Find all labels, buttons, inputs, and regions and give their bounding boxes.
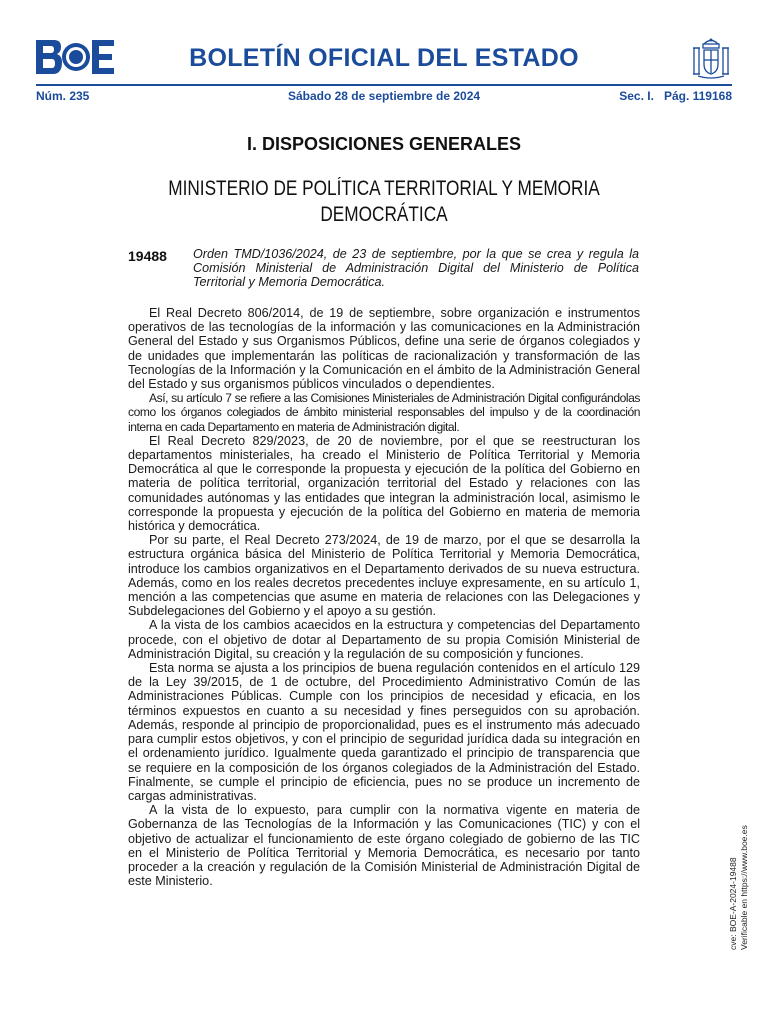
bulletin-title: BOLETÍN OFICIAL DEL ESTADO xyxy=(189,44,579,72)
header-divider xyxy=(36,84,732,86)
coat-of-arms-icon xyxy=(690,36,732,80)
paragraph: A la vista de lo expuesto, para cumplir con la normativa vigente en materia de Gobernanza de las Tecnologías de la Información y las Comunicaciones (TIC) y con el objetivo de actualizar el funcionamiento de este órgano colegiado de gobierno de las TIC en el Ministerio de Política Territorial y Memoria Democrática, es necesario por tanto proceder a la creación y regulación de la Comisión Ministerial de Administración Digital de este Ministerio. xyxy=(128,803,640,889)
paragraph: A la vista de los cambios acaecidos en la estructura y competencias del Departamento procede, con el objetivo de dotar al Departamento de su propia Comisión Ministerial de Administración Digital, su creación y la regulación de su composición y funciones. xyxy=(128,618,640,661)
section-title: I. DISPOSICIONES GENERALES xyxy=(246,134,522,154)
disposition-title: Orden TMD/1036/2024, de 23 de septiembre, por la que se crea y regula la Comisión Ministerial de Administración Digital del Ministerio de Política Territorial y Memoria Democrática. xyxy=(193,247,639,290)
paragraph: El Real Decreto 806/2014, de 19 de septiembre, sobre organización e instrumentos operativos de las tecnologías de la información y las comunicaciones en la Administración General del Estado y sus Organismos Públicos, define una serie de órganos colegiados y de unidades que implementarán las políticas de racionalización y transformación de las Tecnologías de la Información y la Comunicación en el ámbito de la Administración General del Estado y sus organismos públicos vinculados o dependientes. xyxy=(128,306,640,392)
header-row xyxy=(36,89,732,105)
disposition-number: 19488 xyxy=(128,248,167,264)
ministry-name: MINISTERIO DE POLÍTICA TERRITORIAL Y MEMORIA DEMOCRÁTICA xyxy=(168,177,600,226)
paragraph: Esta norma se ajusta a los principios de buena regulación contenidos en el artículo 129 de la Ley 39/2015, de 1 de octubre, del Procedimiento Administrativo Común de las Administraciones Públicas. Cumple con los principios de necesidad y eficacia, en los términos expuestos en cuanto a su necesidad y fines perseguidos con su aprobación. Además, responde al principio de proporcionalidad, pues es el instrumento más adecuado para cumplir estos objetivos, y con el principio de seguridad jurídica dada su integración en el ordenamiento jurídico. Igualmente queda garantizado el principio de transparencia que se requiere en la composición de los órganos colegiados de la Administración del Estado. Finalmente, se cumple el principio de eficiencia, pues no se produce un incremento de cargas administrativas. xyxy=(128,661,640,803)
section-label: Sec. I. xyxy=(619,89,654,103)
paragraph: Por su parte, el Real Decreto 273/2024, de 19 de marzo, por el que se desarrolla la estructura orgánica básica del Ministerio de Política Territorial y Memoria Democrática, introduce los cambios organizativos en el Departamento derivados de su nueva estructura. Además, como en los reales decretos precedentes incluye expresamente, en su artículo 1, mención a las competencias que asume en materia de relaciones con las Delegaciones y Subdelegaciones del Gobierno y el apoyo a su gestión. xyxy=(128,533,640,619)
ministry-title xyxy=(168,176,600,228)
paragraph: El Real Decreto 829/2023, de 20 de noviembre, por el que se reestructuran los departamentos ministeriales, ha creado el Ministerio de Política Territorial y Memoria Democrática al que le corresponde la propuesta y ejecución de la política del Gobierno en materia de política territorial, organización territorial del Estado y relaciones con las comunidades autónomas y las entidades que integran la administración local, asimismo le corresponde la propuesta y ejecución de la política del Gobierno en materia de memoria histórica y democrática. xyxy=(128,433,640,534)
verification-note xyxy=(728,810,754,950)
issue-number: Núm. 235 xyxy=(36,89,90,103)
verification-link: Verificable en https://www.boe.es xyxy=(739,825,749,950)
document-body xyxy=(128,306,640,888)
issue-date: Sábado 28 de septiembre de 2024 xyxy=(287,89,481,103)
paragraph: Así, su artículo 7 se refiere a las Comisiones Ministeriales de Administración Digital configurándolas como los órganos colegiados de ámbito ministerial responsables del impulso y de la coordinación interna en cada Departamento en materia de Administración digital. xyxy=(128,391,640,434)
section-page xyxy=(619,89,732,103)
page-number: Pág. 119168 xyxy=(663,89,732,103)
cve-code: cve: BOE-A-2024-19488 xyxy=(728,857,738,950)
